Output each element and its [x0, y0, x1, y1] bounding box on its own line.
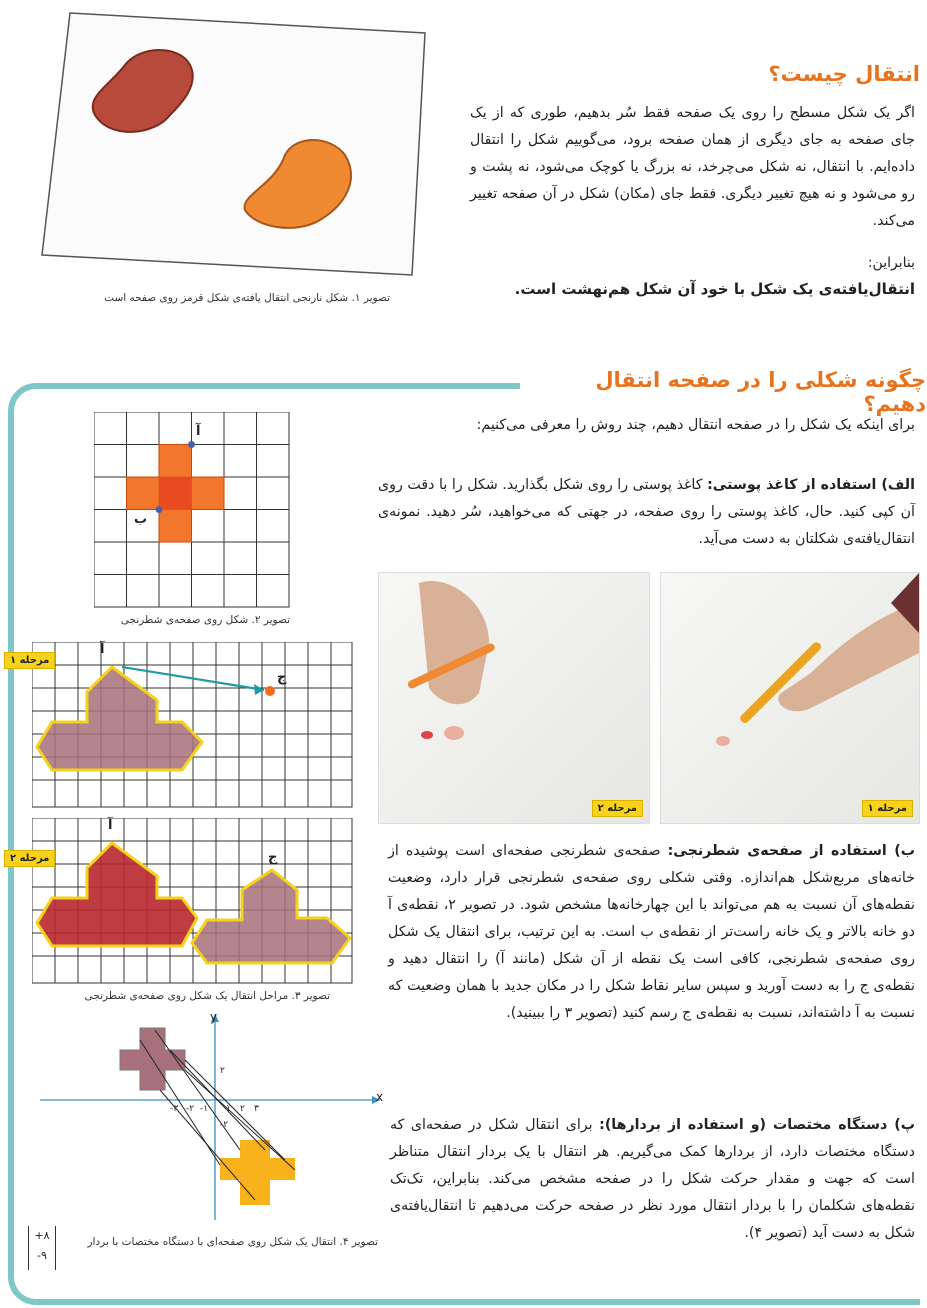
fig4-xtick: -۳: [170, 1104, 179, 1114]
method-c: [390, 1112, 915, 1247]
figure-1: [30, 5, 440, 290]
paper-illustration: [30, 5, 440, 290]
fig3-stage-1-badge: مرحله ۱: [4, 652, 55, 669]
fig4-x-label: x: [376, 1090, 384, 1104]
figure-4-caption: تصویر ۴. انتقال یک شکل روی صفحه‌ای با دستگاه مختصات با بردار: [87, 1236, 378, 1248]
fig4-vector-bottom: -۹: [37, 1249, 47, 1262]
section-2-title: چگونه شکلی را در صفحه انتقال دهیم؟: [520, 368, 927, 416]
fig4-ytick: -۲: [220, 1120, 229, 1130]
fig4-xtick: ۲: [240, 1104, 245, 1114]
fig3-stage-2-badge: مرحله ۲: [4, 850, 55, 867]
fig4-xtick: ۳: [254, 1104, 259, 1114]
figure-3-stage-1-grid: [32, 642, 357, 812]
fig2-point-a: آ: [196, 424, 201, 439]
figure-2-caption: تصویر ۲. شکل روی صفحه‌ی شطرنجی: [120, 614, 290, 626]
section-2-intro: برای اینکه یک شکل را در صفحه انتقال دهیم، چند روش را معرفی می‌کنیم:: [476, 417, 915, 433]
figure-3-stage-1: [10, 642, 357, 812]
method-b-title: ب) استفاده از صفحه‌ی شطرنجی:: [667, 843, 916, 859]
fig4-vector: [28, 1226, 56, 1270]
method-b: [388, 838, 915, 1027]
fig4-xtick: -۲: [186, 1104, 195, 1114]
photo-stage-1: [660, 572, 920, 824]
fig3-stage-1-point-a: آ: [100, 642, 105, 657]
method-a-text: کاغذ پوستی را روی شکل بگذارید. شکل را با دقت روی آن کپی کنید. حال، کاغذ پوستی را روی صفحه، در جهتی که می‌خواهید، سُر دهید. نمونه‌ی انتقال‌یافته‌ی شکلتان به دست می‌آید.: [378, 477, 915, 547]
fig3-stage-2-point-c: ج: [268, 850, 278, 865]
fig3-stage-2-point-a: آ: [108, 818, 113, 833]
figure-4-plot: [40, 1010, 390, 1225]
fig3-stage-1-point-c: ج: [277, 670, 287, 685]
section-1-conclusion: انتقال‌یافته‌ی یک شکل با خود آن شکل هم‌نهشت است.: [514, 280, 915, 298]
method-c-title: پ) دستگاه مختصات (و استفاده از بردارها):: [599, 1117, 916, 1133]
house-shape-red: [37, 843, 197, 946]
photo-stage-1-badge: مرحله ۱: [862, 800, 913, 817]
method-c-text: برای انتقال شکل در صفحه‌ای که دستگاه مختصات دارد، از بردارها کمک می‌گیریم. هر انتقال با یک بردار انتقال متناظر است که جهت و مقدار حرکت شکل را در صفحه مشخص می‌کند. بنابراین، تک‌تک نقطه‌های شکلمان را با بردار انتقال مورد نظر در صفحه حرکت می‌دهیم تا انتقال‌یافته‌ی شکل به دست آید (تصویر ۴).: [390, 1117, 915, 1241]
tracing-hand-photo: [661, 573, 919, 823]
figure-2: [94, 412, 294, 612]
fig4-y-label: y: [210, 1010, 218, 1024]
fig4-vector-top: +۸: [34, 1229, 50, 1242]
figure-1-caption: تصویر ۱. شکل نارنجی انتقال یافته‌ی شکل قرمز روی صفحه است: [104, 292, 390, 304]
fig4-xtick: -۱: [200, 1104, 209, 1114]
photo-stage-2-badge: مرحله ۲: [592, 800, 643, 817]
method-a: [378, 472, 915, 553]
method-b-text: صفحه‌ی شطرنجی صفحه‌ای است پوشیده از خانه‌های مربع‌شکل هم‌اندازه. وقتی شکلی روی صفحه‌ی شطرنجی قرار دارد، وضعیت نقطه‌های آن نسبت به هم می‌تواند با این چهارخانه‌ها مشخص شود. در تصویر ۲، نقطه‌ی آ دو خانه بالاتر و یک خانه راست‌تر از نقطه‌ی ب است. به این ترتیب، برای انتقال یک شکل روی صفحه‌ی شطرنجی، کافی است یک نقطه از آن شکل (مانند آ) را انتقال دهید و نقطه‌ی ج را به دست آورید و سپس سایر نقاط شکل را در مکان جدید با همان وضعیت که نسبت به آ داشته‌اند، نسبت به نقطه‌ی ج رسم کنید (تصویر ۳ را ببینید).: [388, 843, 915, 1021]
section-1-paragraph: اگر یک شکل مسطح را روی یک صفحه فقط سُر بدهیم، طوری که از یک جای صفحه به جای دیگری از همان صفحه برود، می‌گوییم شکل را انتقال داده‌ایم. با انتقال، نه شکل می‌چرخد، نه بزرگ یا کوچک می‌شود، نه پشت و رو می‌شود و نه هیچ تغییر دیگری. فقط جای (مکان) شکل در آن صفحه تغییر می‌کند.: [470, 105, 915, 229]
tracing-paper-photo: [379, 573, 649, 823]
figure-3-stage-2: [10, 818, 357, 988]
figure-4: [40, 1010, 390, 1225]
photo-stage-2: [378, 572, 650, 824]
figure-3-caption: تصویر ۳. مراحل انتقال یک شکل روی صفحه‌ی شطرنجی: [84, 990, 330, 1002]
therefore-label: بنابراین:: [867, 255, 915, 271]
section-1-title: انتقال چیست؟: [768, 62, 920, 86]
fig4-ytick: ۲: [220, 1066, 225, 1076]
method-a-title: الف) استفاده از کاغذ پوستی:: [707, 477, 915, 493]
figure-2-grid: [94, 412, 294, 612]
figure-3-stage-2-grid: [32, 818, 357, 988]
fig2-point-b: ب: [134, 512, 148, 527]
fig4-xtick: ۱: [226, 1104, 231, 1114]
house-shape-original: [37, 667, 202, 770]
